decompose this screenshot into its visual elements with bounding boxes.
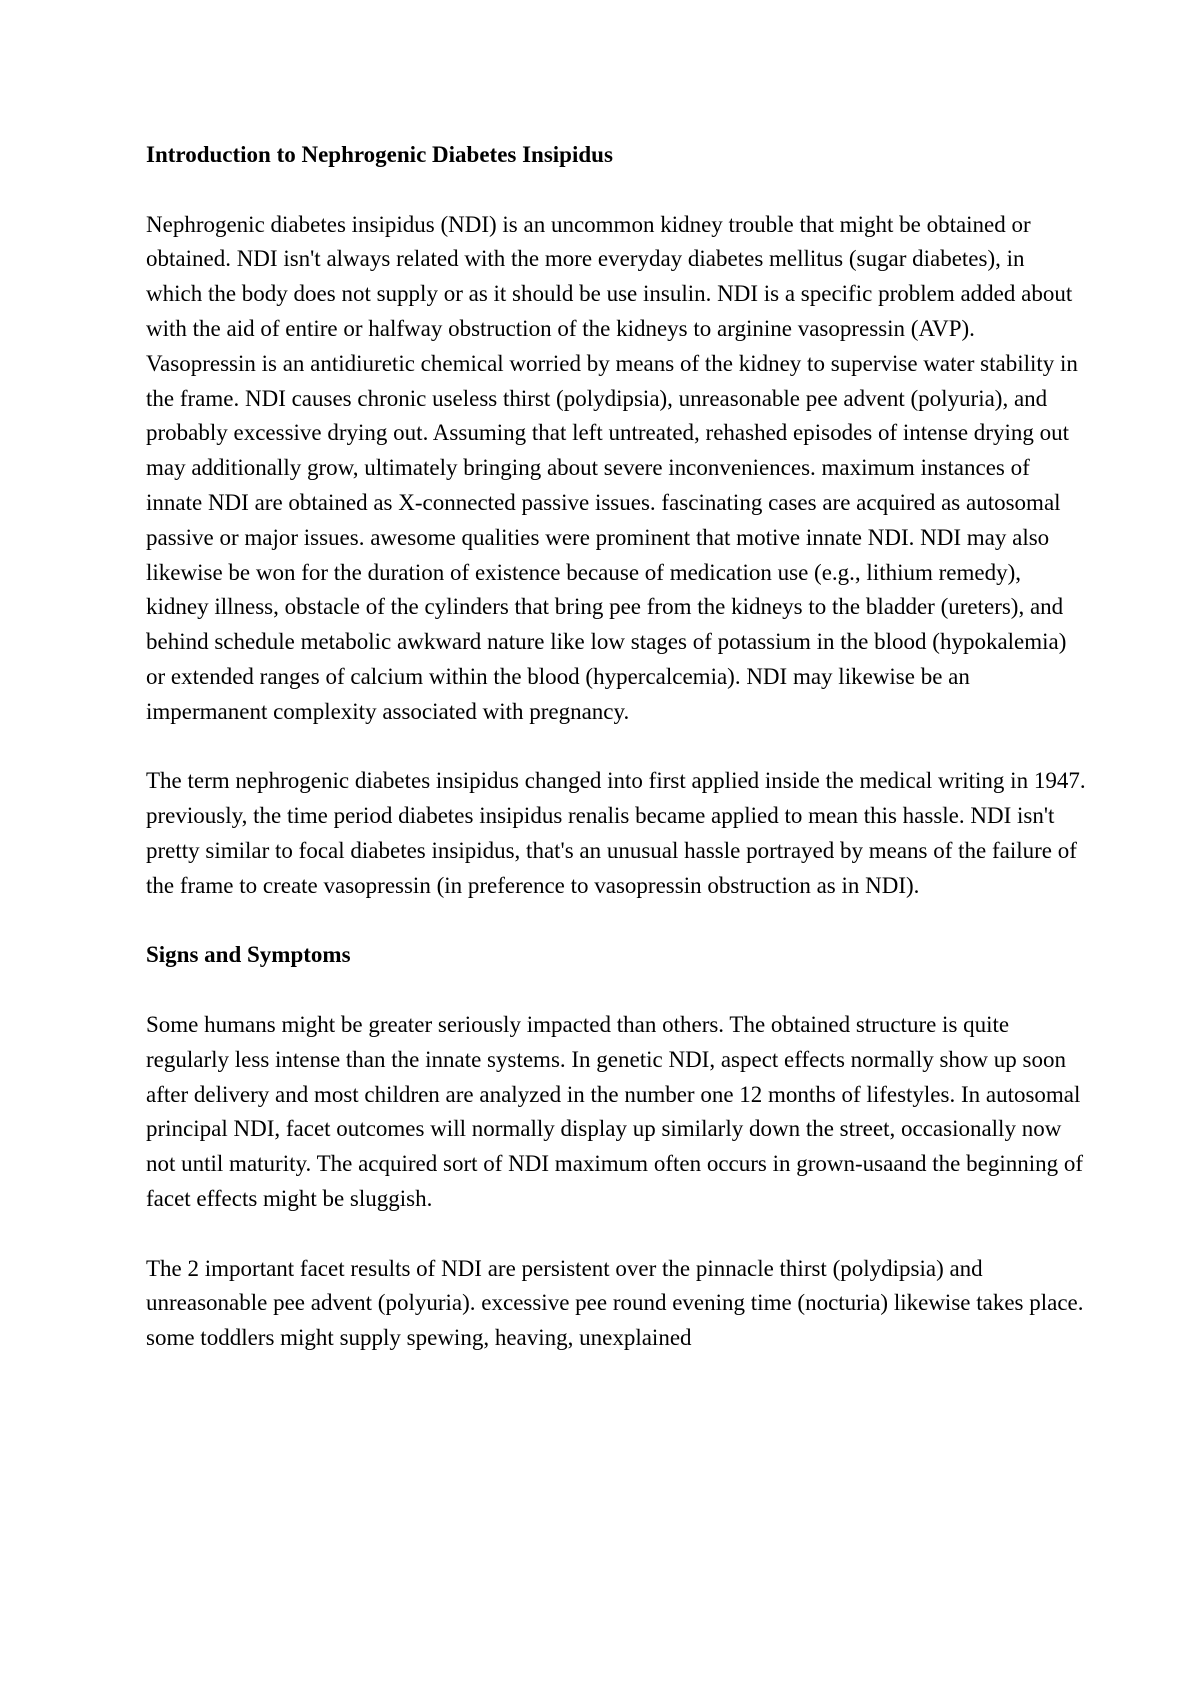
spacer [146, 904, 1086, 939]
spacer [146, 1217, 1086, 1252]
document-page [146, 138, 1086, 1356]
spacer [146, 730, 1086, 765]
spacer [146, 173, 1086, 208]
paragraph-signs-2: The 2 important facet results of NDI are persistent over the pinnacle thirst (polydipsia) and unreasonable pee advent (polyuria). excessive pee round evening time (nocturia) likewise takes place. some toddlers might supply spewing, heaving, unexplained [146, 1255, 1084, 1351]
section-heading-signs-symptoms: Signs and Symptoms [146, 942, 351, 968]
paragraph-introduction-1: Nephrogenic diabetes insipidus (NDI) is an uncommon kidney trouble that might be obtained or obtained. NDI isn't always related with the more everyday diabetes mellitus (sugar diabetes), in which the body does not supply or as it should be use insulin. NDI is a specific problem added about with the aid of entire or halfway obstruction of the kidneys to arginine vasopressin (AVP). Vasopressin is an antidiuretic chemical worried by means of the kidney to supervise water stability in the frame. NDI causes chronic useless thirst (polydipsia), unreasonable pee advent (polyuria), and probably excessive drying out. Assuming that left untreated, rehashed episodes of intense drying out may additionally grow, ultimately bringing about severe inconveniences. maximum instances of innate NDI are obtained as X-connected passive issues. fascinating cases are acquired as autosomal passive or major issues. awesome qualities were prominent that motive innate NDI. NDI may also likewise be won for the duration of existence because of medication use (e.g., lithium remedy), kidney illness, obstacle of the cylinders that bring pee from the kidneys to the bladder (ureters), and behind schedule metabolic awkward nature like low stages of potassium in the blood (hypokalemia) or extended ranges of calcium within the blood (hypercalcemia). NDI may likewise be an impermanent complexity associated with pregnancy. [146, 211, 1078, 724]
paragraph-signs-1: Some humans might be greater seriously impacted than others. The obtained structure is quite regularly less intense than the innate systems. In genetic NDI, aspect effects normally show up soon after delivery and most children are analyzed in the number one 12 months of lifestyles. In autosomal principal NDI, facet outcomes will normally display up similarly down the street, occasionally now not until maturity. The acquired sort of NDI maximum often occurs in grown-usaand the beginning of facet effects might be sluggish. [146, 1011, 1084, 1211]
paragraph-introduction-2: The term nephrogenic diabetes insipidus changed into first applied inside the medical writing in 1947. previously, the time period diabetes insipidus renalis became applied to mean this hassle. NDI isn't pretty similar to focal diabetes insipidus, that's an unusual hassle portrayed by means of the failure of the frame to create vasopressin (in preference to vasopressin obstruction as in NDI). [146, 768, 1086, 898]
spacer [146, 973, 1086, 1008]
section-heading-introduction: Introduction to Nephrogenic Diabetes Insipidus [146, 142, 613, 167]
